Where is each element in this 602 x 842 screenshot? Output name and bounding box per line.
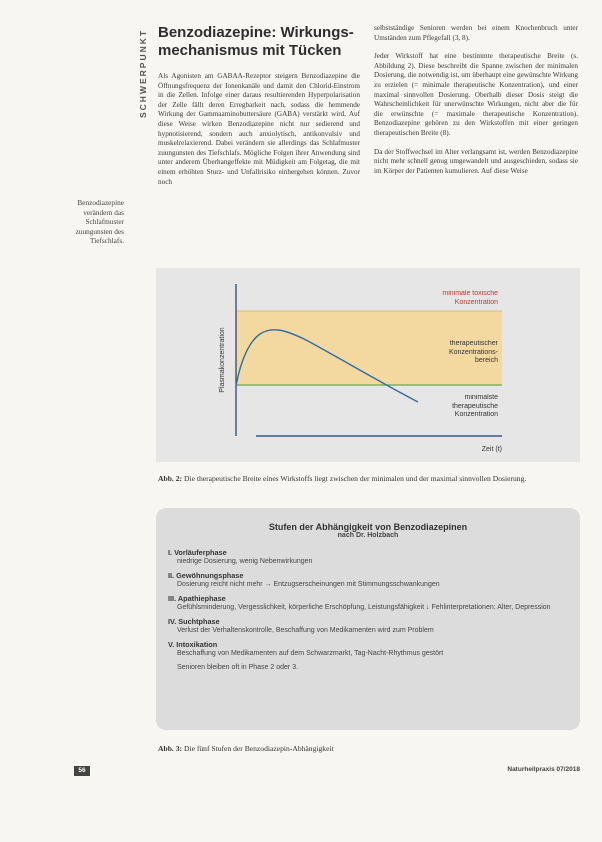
figure2-caption — [158, 474, 578, 484]
article-paragraph: Als Agonisten am GABAA-Rezeptor steigern Benzodiazepine die Öffnungsfrequenz der Ionenkanäle und damit den Chlorid-Einstrom in die Zellen. Infolge einer daraus resultierenden Hyperpolarisation der Zelle fällt deren Erregbarkeit nach, sodass die hemmende Wirkung der Gammaaminobuttersäure (GABA) verstärkt wird. Auf diese Weise wirken Benzodiazepine nicht nur sedierend und hypnotisierend, sondern auch anxiolytisch, antikonvulsiv und muskelrelaxierend. Dabei verändern sie allerdings das Schlafmuster zuungunsten des Tiefschlafs. Mögliche Folgen ihrer Anwendung sind unter anderem Überhangeffekte mit Müdigkeit am Folgetag, die mit einem erhöhten Sturz- und Unfallrisiko einhergehen können. Zuvor noch — [158, 72, 360, 186]
phase-note: Senioren bleiben oft in Phase 2 oder 3. — [177, 664, 299, 671]
phase-description: Beschaffung von Medikamenten auf dem Schwarzmarkt, Tag-Nacht-Rhythmus gestört — [177, 650, 444, 657]
section-label: SCHWERPUNKT — [138, 28, 148, 118]
dependency-stages-box — [156, 508, 580, 730]
caption-text: Die fünf Stufen der Benzodiazepin-Abhängigkeit — [183, 744, 334, 753]
phase-description: Dosierung reicht nicht mehr → Entzugserscheinungen mit Stimmungsschwankungen — [177, 581, 440, 588]
min-label: minimalste therapeutische Konzentration — [452, 394, 498, 418]
y-axis-label: Plasmakonzentration — [219, 327, 226, 393]
therapeutic-range-diagram — [156, 268, 580, 462]
journal-footer: Naturheilpraxis 07/2018 — [507, 766, 580, 773]
x-axis-label: Zeit (t) — [481, 446, 502, 453]
page-number: 56 — [74, 766, 90, 776]
article-paragraph: selbstständige Senioren werden bei einem Knochenbruch unter Umständen zum Pflegefall (3, 8). — [374, 24, 578, 42]
phase-description: niedrige Dosierung, wenig Nebenwirkungen — [177, 558, 313, 565]
phase-item — [168, 617, 568, 635]
phase-item — [168, 594, 568, 612]
figure3-caption — [158, 744, 578, 754]
caption-text: Die therapeutische Breite eines Wirkstoffs liegt zwischen der minimalen und der maximal sinnvollen Dosierung. — [183, 474, 527, 483]
box-subtitle: nach Dr. Holzbach — [337, 532, 399, 539]
caption-label: Abb. 2: — [158, 474, 183, 483]
phase-title: I. Vorläuferphase — [168, 548, 227, 557]
article-column-right — [374, 24, 578, 185]
article-paragraph: Jeder Wirkstoff hat eine bestimmte therapeutische Breite (s. Abbildung 2). Diese beschreibt die Spanne zwischen der minimalen Dosierung, die notwendig ist, um überhaupt eine gewünschte Wirkung zu erzielen (= minimale therapeutische Konzentration), und einer maximal sinnvollen Dosierung. Oberhalb dieser Dosis steigt die Wahrscheinlichkeit für unerwünschte Wirkungen, nicht aber die für die erwünschte (= maximale therapeutische Konzentration). Benzodiazepine gehören zu den Wirkstoffen mit einer geringen therapeutischen Breite (8). — [374, 52, 578, 137]
phase-title: V. Intoxikation — [168, 640, 218, 649]
phase-item — [168, 640, 568, 658]
caption-label: Abb. 3: — [158, 744, 183, 753]
box-title: Stufen der Abhängigkeit von Benzodiazepinen — [268, 522, 468, 532]
toxic-label: minimale toxische Konzentration — [442, 290, 498, 306]
article-paragraph: Da der Stoffwechsel im Alter verlangsamt ist, werden Benzodiazepine nicht mehr schnell genug umgewandelt und ausgeschieden, sodass sie im Körper der Patienten kumulieren. Auf diese Weise — [374, 147, 578, 175]
article-title: Benzodiazepine: Wirkungs-mechanismus mit Tücken — [158, 24, 354, 59]
phase-description: Gefühlsminderung, Vergesslichkeit, körperliche Erschöpfung, Leistungsfähigkeit ↓ Fehlinterpretationen: Alter, Depression — [177, 604, 551, 611]
phase-description: Verlust der Verhaltenskontrolle, Beschaffung von Medikamenten wird zum Problem — [177, 627, 434, 634]
phase-title: II. Gewöhnungsphase — [168, 571, 244, 580]
phase-item — [168, 571, 568, 589]
article-column-middle — [158, 72, 360, 196]
phase-item — [168, 548, 568, 566]
range-label: therapeutischer Konzentrations-bereich — [448, 340, 498, 364]
phase-title: III. Apathiephase — [168, 594, 226, 603]
margin-note: Benzodiazepine verändern das Schlafmuster zuungunsten des Tiefschlafs. — [75, 198, 124, 245]
phase-title: IV. Suchtphase — [168, 617, 220, 626]
figure-therapeutic-range — [156, 268, 580, 462]
